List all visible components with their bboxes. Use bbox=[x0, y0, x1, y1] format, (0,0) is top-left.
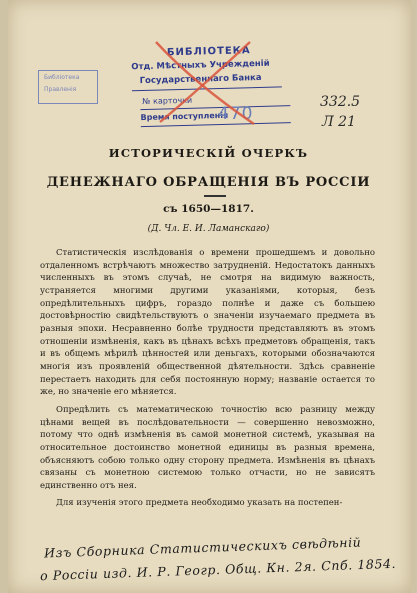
red-cross-mark bbox=[150, 38, 260, 128]
body-text bbox=[40, 247, 375, 510]
library-side-stamp bbox=[38, 70, 98, 104]
stamp-department-line1: Отд. Мѣстныхъ Учрежденій bbox=[131, 58, 270, 73]
stamp-card-label: № карточки bbox=[142, 95, 193, 107]
card-number: 470 bbox=[218, 104, 254, 124]
paragraph-3: Для изученія этого предмета необходимо указать на постепен- bbox=[56, 498, 343, 509]
handwritten-note bbox=[0, 534, 417, 593]
stamp-received-label: Время поступленія bbox=[140, 110, 229, 123]
title-dates: съ 1650—1817. bbox=[163, 203, 254, 215]
title-divider bbox=[204, 195, 226, 197]
paragraph-1: Статистическія изслѣдованія о времени прошедшемъ и довольно отдаленномъ встрѣчаютъ множество затрудненій. Недостатокъ данныхъ численныхъ въ этомъ случаѣ, не смотря на видимую важность, устраняется многими другими указаніями, которыя, безъ опредѣлительныхъ цифръ, гораздо полнѣе и даже съ большею достовѣрностію свидѣтельствуютъ о значеніи изучаемаго предмета въ разныя эпохи. Несравненно болѣе трудности представляютъ въ этомъ отношеніи измѣненія, какъ въ цѣнахъ всѣхъ предметовъ обращенія, такъ и въ общемъ мѣрилѣ цѣнностей или деньгахъ, которыми обозначаются многія изъ проявленій общественной дѣятельности. Здѣсь сравненіе перестаетъ находить для себя постоянную норму; названіе остается то же, но значеніе его мѣняется. bbox=[40, 248, 375, 398]
title-line2: ДЕНЕЖНАГО ОБРАЩЕНІЯ ВЪ РОССІИ bbox=[46, 175, 371, 190]
title-author: (Д. Чл. Е. И. Ламанскаго) bbox=[147, 224, 270, 234]
side-stamp-line1: Библіотека bbox=[44, 74, 80, 81]
stamp-department-line2: Государственнаго Банка bbox=[139, 72, 262, 87]
shelf-mark-code: Л 21 bbox=[322, 114, 356, 130]
paragraph-2: Опредѣлить съ математическою точностію всю разницу между цѣнами вещей въ послѣдовательности — совершенно невозможно, потому что однѣ измѣненія въ самой монетной системѣ, указывая на относительное достоинство монетной единицы въ разныя времена, объясняютъ собою только одну сторону предмета. Измѣненія въ цѣнахъ связаны съ монетною системою только отчасти, но не зависятъ единственно отъ нея. bbox=[40, 404, 375, 491]
side-stamp-line2: Правленія bbox=[44, 86, 77, 93]
title-line1: ИСТОРИЧЕСКІЙ ОЧЕРКЪ bbox=[108, 146, 309, 160]
stamp-library-title: БИБЛІОТЕКА bbox=[166, 45, 251, 59]
handwritten-line2: о Россіи изд. И. Р. Геогр. Общ. Кн. 2я. Спб. 1854. bbox=[39, 555, 397, 584]
shelf-mark-number: 332.5 bbox=[320, 94, 361, 110]
handwritten-line1: Изъ Сборника Статистическихъ свѣдѣній bbox=[43, 534, 362, 561]
